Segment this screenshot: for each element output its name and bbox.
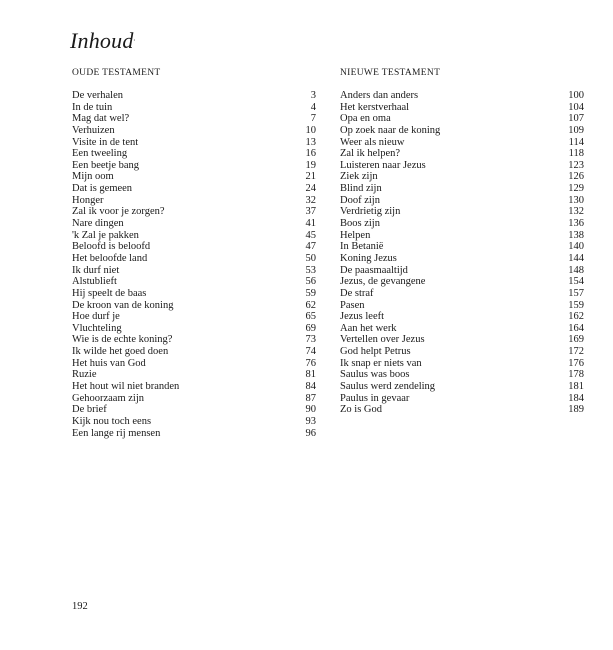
toc-entry-page: 118	[568, 148, 584, 160]
toc-entry-title: God helpt Petrus	[340, 346, 411, 358]
toc-entry-page: 37	[305, 206, 316, 218]
toc-entry-page: 3	[310, 90, 316, 101]
toc-entry-page: 96	[305, 427, 316, 439]
toc-entry-title: Doof zijn	[340, 194, 380, 206]
toc-entry-page: 172	[568, 346, 584, 358]
toc-entry-title: Het beloofde land	[72, 252, 148, 264]
section-heading-nieuwe-testament: NIEUWE TESTAMENT	[340, 68, 441, 78]
toc-entry-page: 16	[305, 148, 316, 160]
toc-entry	[340, 404, 584, 416]
toc-entry-page: 181	[568, 381, 584, 393]
toc-entry	[72, 288, 316, 300]
toc-entry-page: 136	[568, 218, 584, 230]
toc-entry-title: Gehoorzaam zijn	[72, 392, 145, 404]
toc-entry	[72, 334, 316, 346]
toc-entry-title: Jezus, de gevangene	[340, 276, 426, 288]
toc-entry	[72, 171, 316, 183]
toc-entry-page: 148	[568, 264, 584, 276]
toc-entry-title: Paulus in gevaar	[340, 392, 410, 404]
toc-entry-title: Zo is God	[340, 404, 382, 416]
toc-entry	[340, 253, 584, 265]
toc-entry-title: Ik snap er niets van	[340, 357, 422, 369]
toc-entry-page: 74	[305, 346, 316, 358]
toc-entry	[340, 102, 584, 114]
toc-entry-title: De straf	[340, 287, 374, 299]
toc-entry-title: Hij speelt de baas	[72, 287, 147, 299]
toc-entry-page: 21	[305, 171, 316, 183]
toc-entry-page: 114	[568, 136, 584, 148]
toc-entry	[340, 137, 584, 149]
toc-entry-page: 162	[568, 311, 584, 323]
toc-entry	[340, 113, 584, 125]
toc-entry	[72, 90, 316, 102]
toc-entry	[72, 218, 316, 230]
toc-entry	[72, 113, 316, 125]
toc-entry-page: 130	[568, 194, 584, 206]
toc-entry-title: De kroon van de koning	[72, 299, 174, 311]
toc-entry-page: 164	[568, 322, 584, 334]
toc-entry-title: Het huis van God	[72, 357, 146, 369]
toc-entry-page: 19	[305, 159, 316, 171]
toc-entry-title: Vertellen over Jezus	[340, 334, 425, 346]
toc-entry-page: 24	[305, 183, 316, 195]
toc-entry	[340, 148, 584, 160]
toc-list-nieuwe-testament	[340, 90, 584, 416]
toc-entry-page: 69	[305, 322, 316, 334]
toc-entry-title: Koning Jezus	[340, 252, 397, 264]
toc-entry	[72, 346, 316, 358]
toc-entry-page: 59	[305, 287, 316, 299]
toc-entry-page: 176	[568, 357, 584, 369]
toc-entry-page: 73	[305, 334, 316, 346]
toc-entry	[340, 288, 584, 300]
toc-entry-title: Weer als nieuw	[340, 136, 405, 148]
toc-entry-page: 126	[568, 171, 584, 183]
toc-entry-title: Visite in de tent	[72, 136, 139, 148]
toc-entry-title: Een beetje bang	[72, 159, 140, 171]
toc-entry-page: 93	[305, 415, 316, 427]
toc-entry	[72, 102, 316, 114]
toc-entry-title: Boos zijn	[340, 218, 380, 230]
toc-entry-page: 100	[568, 90, 584, 101]
toc-entry-page: 107	[568, 113, 584, 125]
toc-entry-page: 189	[568, 404, 584, 416]
toc-entry-title: Verdrietig zijn	[340, 206, 401, 218]
toc-entry-title: Mag dat wel?	[72, 113, 130, 125]
toc-entry-page: 169	[568, 334, 584, 346]
toc-entry-title: Honger	[72, 194, 104, 206]
toc-entry	[72, 416, 316, 428]
toc-entry-page: 81	[305, 369, 316, 381]
toc-entry-page: 53	[305, 264, 316, 276]
toc-entry-page: 56	[305, 276, 316, 288]
toc-entry-title: Zal ik helpen?	[340, 148, 401, 160]
toc-entry-title: Vluchteling	[72, 322, 122, 334]
toc-entry-title: In Betanië	[340, 241, 384, 253]
toc-entry-page: 41	[305, 218, 316, 230]
toc-entry-title: Dat is gemeen	[72, 183, 133, 195]
toc-entry	[340, 381, 584, 393]
toc-entry-page: 13	[305, 136, 316, 148]
toc-entry	[340, 206, 584, 218]
toc-entry	[72, 276, 316, 288]
page-number: 192	[72, 601, 88, 612]
toc-entry-page: 144	[568, 252, 584, 264]
section-heading-oude-testament: OUDE TESTAMENT	[72, 68, 161, 78]
toc-entry	[340, 160, 584, 172]
toc-entry-title: 'k Zal je pakken	[72, 229, 139, 241]
toc-entry	[72, 206, 316, 218]
toc-entry	[340, 183, 584, 195]
toc-entry-title: Helpen	[340, 229, 371, 241]
toc-entry-title: Een lange rij mensen	[72, 427, 161, 439]
toc-entry-title: Zal ik voor je zorgen?	[72, 206, 165, 218]
toc-entry-title: Anders dan anders	[340, 90, 419, 101]
toc-entry	[72, 369, 316, 381]
toc-entry	[72, 300, 316, 312]
toc-entry-title: In de tuin	[72, 101, 113, 113]
toc-entry	[340, 171, 584, 183]
toc-entry	[340, 323, 584, 335]
toc-entry-page: 154	[568, 276, 584, 288]
ink-mark: ·	[133, 36, 136, 45]
toc-entry	[340, 265, 584, 277]
toc-entry	[72, 323, 316, 335]
toc-entry-title: Hoe durf je	[72, 311, 120, 323]
toc-entry	[340, 393, 584, 405]
toc-entry	[72, 195, 316, 207]
toc-entry	[340, 230, 584, 242]
toc-entry-title: Ziek zijn	[340, 171, 378, 183]
toc-entry	[340, 90, 584, 102]
toc-entry-page: 159	[568, 299, 584, 311]
toc-entry	[340, 125, 584, 137]
toc-entry	[72, 183, 316, 195]
toc-entry	[340, 300, 584, 312]
toc-entry-title: Een tweeling	[72, 148, 128, 160]
toc-entry-page: 32	[305, 194, 316, 206]
toc-entry-title: Ruzie	[72, 369, 97, 381]
toc-entry	[72, 160, 316, 172]
toc-entry-title: Saulus werd zendeling	[340, 381, 436, 393]
toc-entry	[72, 381, 316, 393]
toc-entry-page: 140	[568, 241, 584, 253]
toc-entry	[72, 125, 316, 137]
toc-entry-title: Pasen	[340, 299, 365, 311]
toc-entry	[72, 148, 316, 160]
toc-entry-page: 104	[568, 101, 584, 113]
toc-entry-page: 87	[305, 392, 316, 404]
toc-entry	[340, 195, 584, 207]
toc-entry	[340, 218, 584, 230]
toc-entry-page: 62	[305, 299, 316, 311]
toc-entry	[72, 404, 316, 416]
toc-entry-page: 65	[305, 311, 316, 323]
toc-entry-title: Kijk nou toch eens	[72, 415, 152, 427]
toc-entry-page: 184	[568, 392, 584, 404]
toc-entry	[340, 311, 584, 323]
toc-entry	[72, 230, 316, 242]
toc-entry-page: 132	[568, 206, 584, 218]
toc-list-oude-testament	[72, 90, 316, 439]
toc-entry-page: 138	[568, 229, 584, 241]
toc-entry	[340, 369, 584, 381]
toc-entry-title: Op zoek naar de koning	[340, 124, 441, 136]
toc-entry-title: Blind zijn	[340, 183, 382, 195]
toc-entry-title: Mijn oom	[72, 171, 114, 183]
toc-entry-title: Jezus leeft	[340, 311, 385, 323]
toc-entry-page: 4	[310, 101, 316, 113]
toc-entry-title: De paasmaaltijd	[340, 264, 408, 276]
toc-entry-title: Saulus was boos	[340, 369, 410, 381]
toc-entry-title: Ik durf niet	[72, 264, 120, 276]
toc-entry-page: 47	[305, 241, 316, 253]
toc-entry-title: Luisteren naar Jezus	[340, 159, 426, 171]
toc-entry-page: 10	[305, 124, 316, 136]
toc-entry-page: 7	[310, 113, 316, 125]
toc-entry	[340, 358, 584, 370]
toc-entry-title: Nare dingen	[72, 218, 124, 230]
toc-entry-page: 109	[568, 124, 584, 136]
toc-entry-page: 76	[305, 357, 316, 369]
toc-entry-title: Ik wilde het goed doen	[72, 346, 169, 358]
toc-entry-page: 90	[305, 404, 316, 416]
toc-entry	[72, 137, 316, 149]
toc-entry-page: 84	[305, 381, 316, 393]
toc-entry	[72, 358, 316, 370]
toc-entry-page: 178	[568, 369, 584, 381]
page-title: Inhoud	[70, 28, 134, 53]
toc-entry-title: Aan het werk	[340, 322, 397, 334]
toc-entry-page: 123	[568, 159, 584, 171]
toc-entry-title: Wie is de echte koning?	[72, 334, 173, 346]
toc-entry	[72, 311, 316, 323]
toc-entry	[340, 241, 584, 253]
toc-entry-title: Opa en oma	[340, 113, 391, 125]
toc-entry-page: 157	[568, 287, 584, 299]
toc-entry	[340, 346, 584, 358]
toc-entry	[72, 253, 316, 265]
toc-entry-title: De verhalen	[72, 90, 124, 101]
toc-entry-title: De brief	[72, 404, 107, 416]
toc-entry-page: 129	[568, 183, 584, 195]
toc-entry	[340, 334, 584, 346]
toc-entry-title: Het kerstverhaal	[340, 101, 410, 113]
toc-entry-page: 45	[305, 229, 316, 241]
toc-entry	[72, 265, 316, 277]
toc-entry-title: Het hout wil niet branden	[72, 381, 180, 393]
toc-entry	[72, 393, 316, 405]
toc-entry-page: 50	[305, 252, 316, 264]
toc-entry	[72, 241, 316, 253]
toc-entry	[340, 276, 584, 288]
toc-entry	[72, 428, 316, 440]
toc-entry-title: Beloofd is beloofd	[72, 241, 151, 253]
toc-entry-title: Verhuizen	[72, 124, 115, 136]
toc-entry-title: Alstublieft	[72, 276, 117, 288]
